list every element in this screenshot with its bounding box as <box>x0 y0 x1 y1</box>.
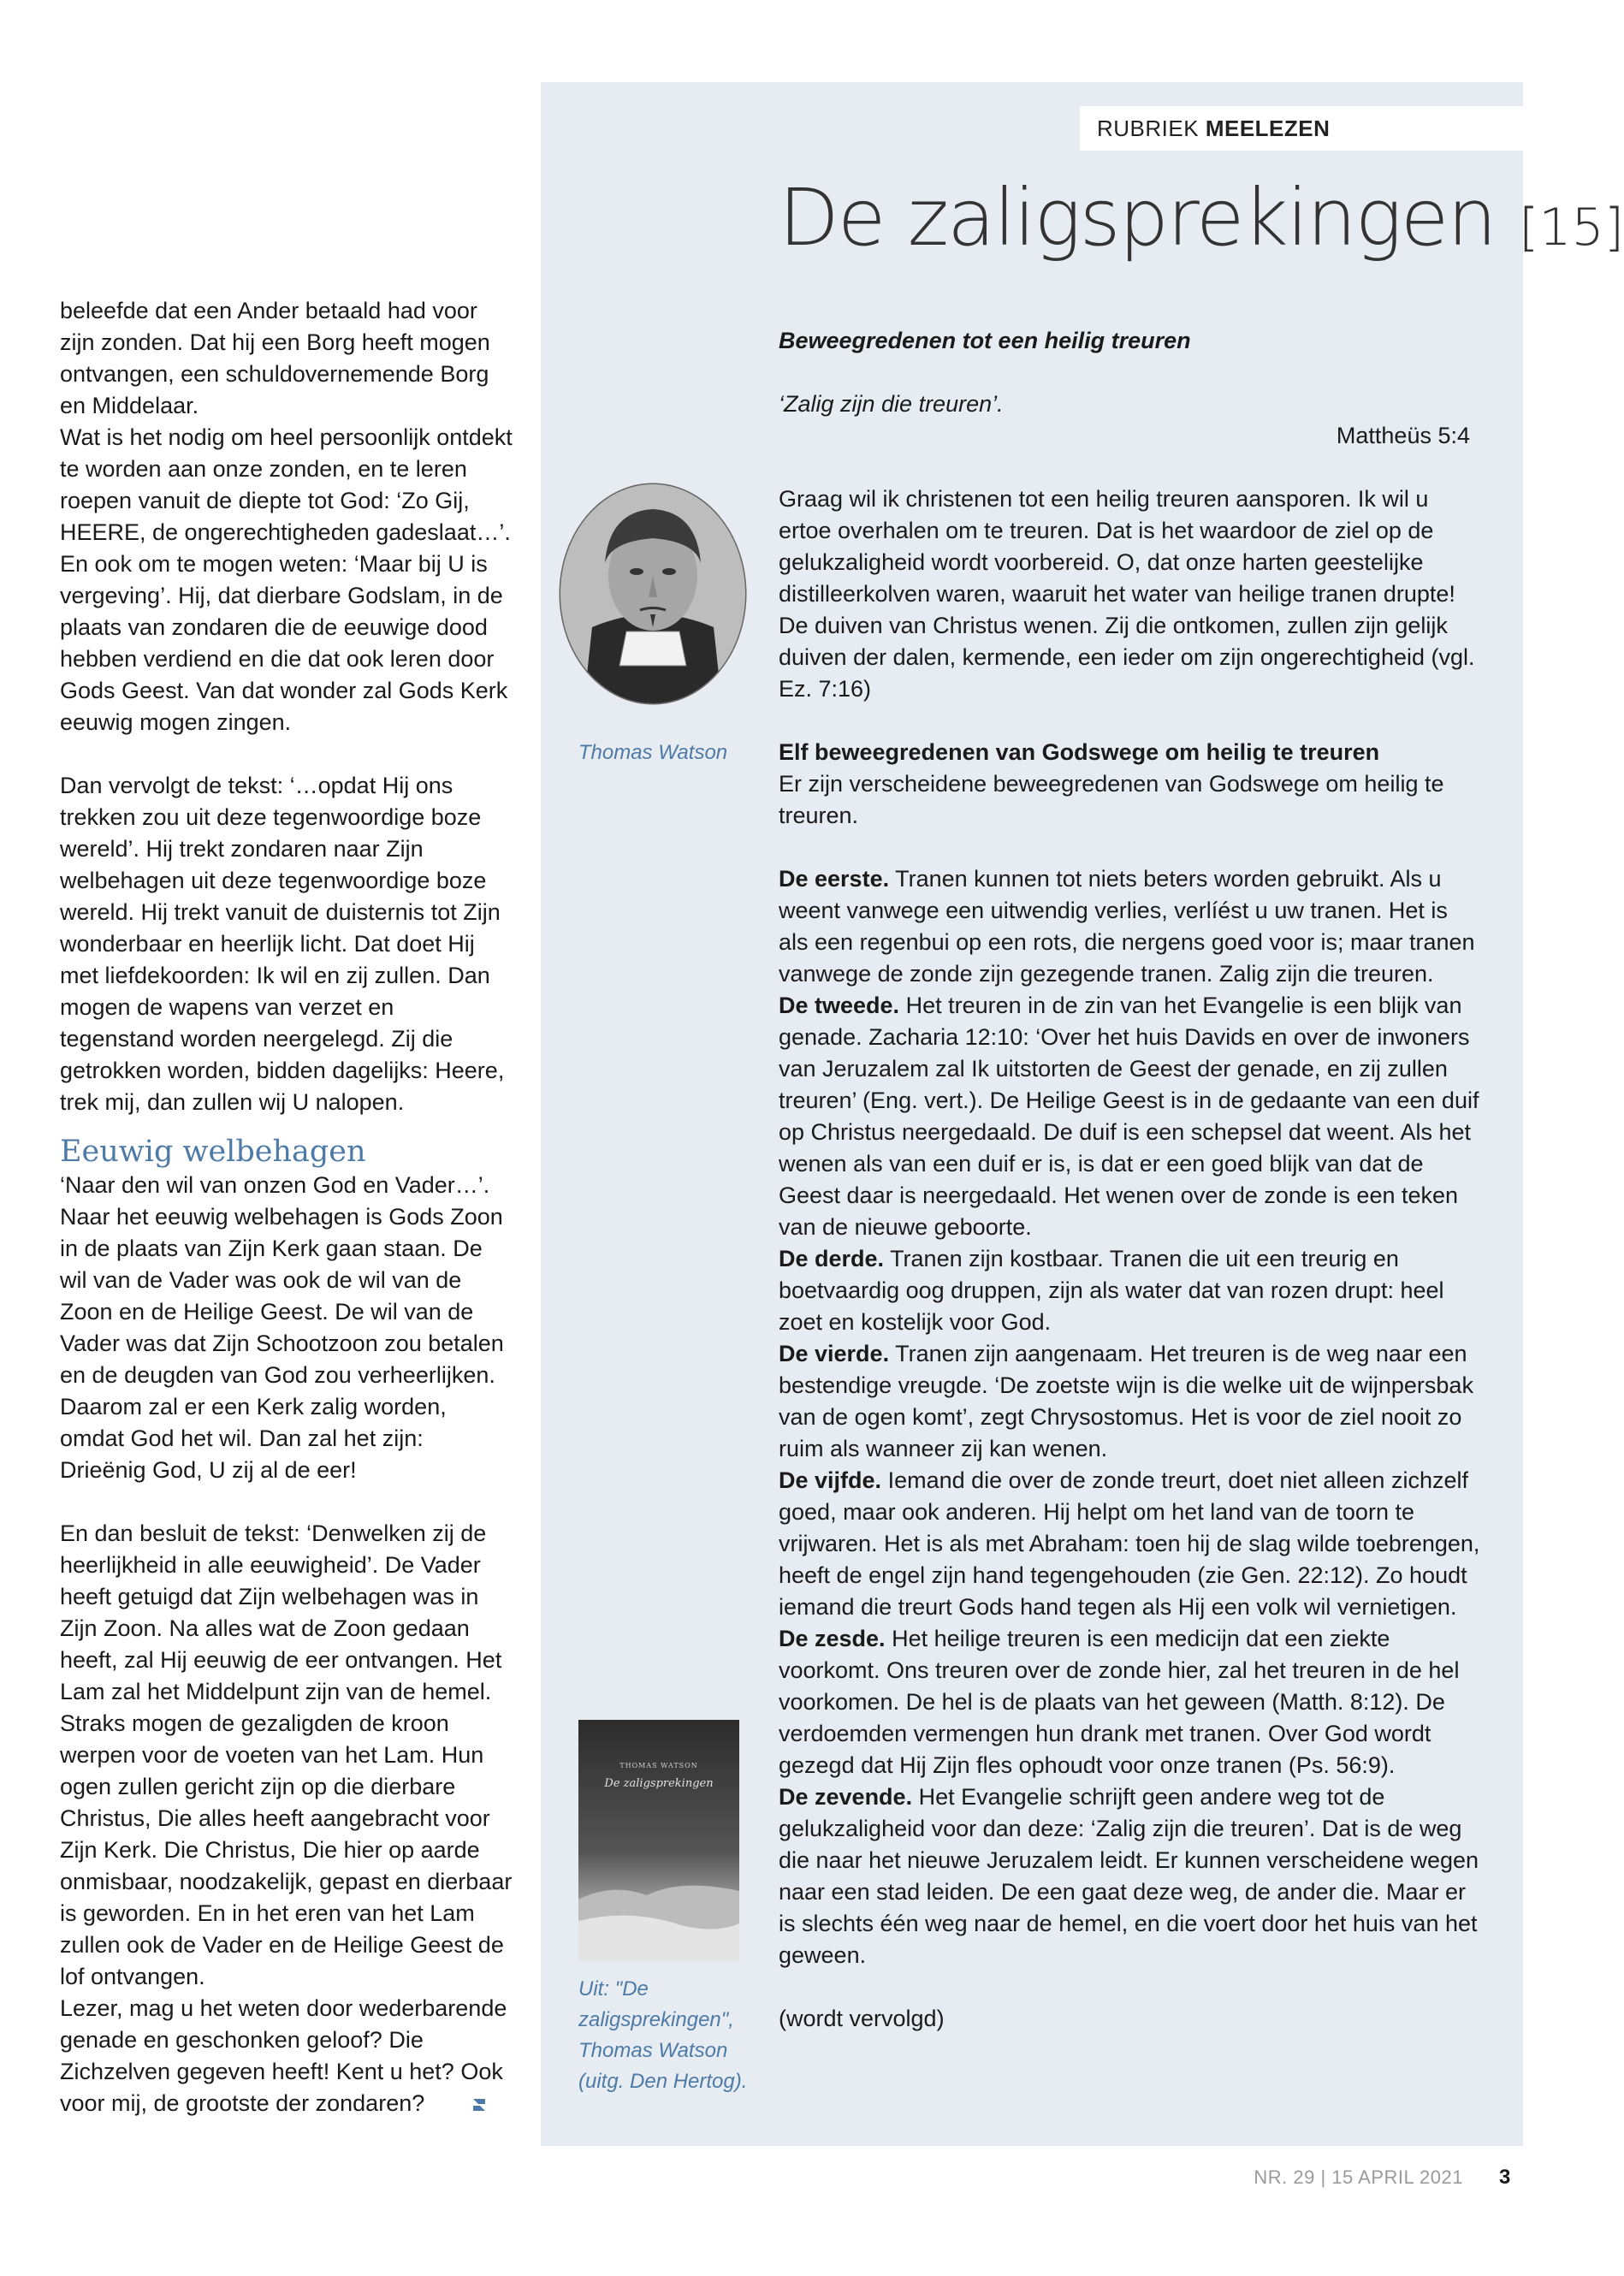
page-number: 3 <box>1499 2166 1511 2189</box>
article-subheading: Beweegredenen tot een heilig treuren <box>779 328 1191 353</box>
cover-author: THOMAS WATSON <box>619 1762 698 1769</box>
reason-text: Tranen zijn aangenaam. Het treuren is de weg naar een bestendige vreugde. ‘De zoetste wijn is die welke uit de wijnpersbak van de ogen komt’, zegt Chrysostomus. Het is voor de ziel nooit zo ruim als wanneer zij kan wenen. <box>779 1341 1473 1461</box>
paragraph: Wat is het nodig om heel persoonlijk ontdekt te worden aan onze zonden, en te leren roepen vanuit de diepte tot God: ‘Zo Gij, HEERE, de ongerechtigheden gadeslaat…’. En ook om te mogen weten: ‘Maar bij U is vergeving’. Hij, dat dierbare Godslam, in de plaats van zondaren die de eeuwige dood hebben verdiend en die dat ook leren door Gods Geest. Van dat wonder zal Gods Kerk eeuwig mogen zingen. <box>60 424 513 735</box>
book-cover-image <box>578 1720 739 1961</box>
reason-label: De derde. <box>779 1246 885 1271</box>
rubric-label <box>1080 106 1523 151</box>
reason-label: De vierde. <box>779 1341 890 1366</box>
section-heading: Elf beweegredenen van Godswege om heilig te treuren <box>779 739 1380 765</box>
paragraph <box>60 1993 513 2119</box>
reason-text: Het Evangelie schrijft geen andere weg tot de gelukzaligheid voor dan deze: ‘Zalig zijn die treuren’. Dat is de weg die naar het nieuwe Jeruzalem leidt. Er kunnen verscheidene wegen naar een stad leiden. De een gaat deze weg, de ander die. Maar er is slechts één weg naar de hemel, en die voert door het huis van het geween. <box>779 1784 1479 1968</box>
end-mark-icon <box>471 2096 488 2113</box>
reason-label: De vijfde. <box>779 1467 882 1493</box>
paragraph: Dan vervolgt de tekst: ‘…opdat Hij ons trekken zou uit deze tegenwoordige boze wereld’. Hij trekt zondaren naar Zijn welbehagen uit deze tegenwoordige boze wereld. Hij trekt vanuit de duisternis tot Zijn wonderbaar en heerlijk licht. Dat doet Hij met liefdekoorden: Ik wil en zij zullen. Dan mogen de wapens van verzet en tegenstand worden neergelegd. Zij die getrokken worden, bidden dagelijks: Heere, trek mij, dan zullen wij U nalopen. <box>60 773 505 1115</box>
reason-label: De eerste. <box>779 866 890 892</box>
closing-text: Lezer, mag u het weten door wederbarende genade en geschonken geloof? Die Zichzelven gegeven heeft! Kent u het? Ook voor mij, de grootste der zondaren? <box>60 1995 507 2116</box>
rubric-name: MEELEZEN <box>1205 116 1331 141</box>
portrait-thomas-watson <box>558 482 748 706</box>
paragraph: Er zijn verscheidene beweegredenen van Godswege om heilig te treuren. <box>779 771 1444 828</box>
reason-label: De zevende. <box>779 1784 913 1810</box>
cover-title: De zaligsprekingen <box>604 1777 714 1790</box>
reason-item <box>779 1781 1480 1971</box>
title-number: [15] <box>1518 198 1624 258</box>
portrait-caption: Thomas Watson <box>578 741 728 764</box>
reason-label: De zesde. <box>779 1626 886 1651</box>
page-title <box>779 171 1624 275</box>
reason-text: Het heilige treuren is een medicijn dat een ziekte voorkomt. Ons treuren over de zonde hier, zal het treuren in de hel voorkomen. De hel is de plaats van het geween (Matth. 8:12). De verdoemden vermengen hun drank met tranen. Over God wordt gezegd dat Hij Zijn fles ophoudt voor onze tranen (Ps. 56:9). <box>779 1626 1460 1778</box>
reason-item <box>779 990 1480 1243</box>
reason-text: Tranen zijn kostbaar. Tranen die uit een treurig en boetvaardig oog druppen, zijn als water dat van rozen drupt: heel zoet en kostelijk voor God. <box>779 1246 1444 1335</box>
paragraph: En dan besluit de tekst: ‘Denwelken zij de heerlijkheid in alle eeuwigheid’. De Vader heeft getuigd dat Zijn welbehagen was in Zijn Zoon. Na alles wat de Zoon gedaan heeft, zal Hij eeuwig de eer ontvangen. Het Lam zal het Middelpunt zijn van de hemel. Straks mogen de gezaligden de kroon werpen voor de voeten van het Lam. Hun ogen zullen gericht zijn op die dierbare Christus, Die alles heeft aangebracht voor Zijn Kerk. Die Christus, Die hier op aarde onmisbaar, noodzakelijk, gepast en dierbaar is geworden. En in het eren van het Lam zullen ook de Vader en de Heilige Geest de lof ontvangen. <box>60 1520 513 1989</box>
reason-text: Tranen kunnen tot niets beters worden gebruikt. Als u weent vanwege een uitwendig verlies, verlíést u uw tranen. Het is als een regenbui op een rots, die nergens goed voor is; maar tranen vanwege de zonde zijn gezegende tranen. Zalig zijn die treuren. <box>779 866 1475 987</box>
paragraph: beleefde dat een Ander betaald had voor zijn zonden. Dat hij een Borg heeft mogen ontvangen, een schuldovernemende Borg en Middelaar. <box>60 298 490 418</box>
right-column <box>779 325 1480 2035</box>
reason-item <box>779 1243 1480 1338</box>
title-text: De zaligsprekingen <box>779 172 1496 264</box>
left-column <box>60 295 513 2119</box>
issue-info: NR. 29 | 15 APRIL 2021 <box>1254 2166 1463 2188</box>
reason-item <box>779 1465 1480 1623</box>
book-caption: Uit: "De zaligsprekingen", Thomas Watson (uitg. Den Hertog). <box>578 1977 748 2093</box>
reason-text: Het treuren in de zin van het Evangelie is een blijk van genade. Zacharia 12:10: ‘Over het huis Davids en over de inwoners van Jeruzalem zal Ik uitstorten de Geest der genade, en zij zullen treuren’ (Eng. vert.). De Heilige Geest is in de gedaante van een duif op Christus neergedaald. De duif is een schepsel dat weent. Als het wenen als van een duif er is, is dat er een goed blijk van dat de Geest daar is neergedaald. Het wenen over de zonde is een teken van de nieuwe geboorte. <box>779 993 1479 1240</box>
paragraph: ‘Naar den wil van onzen God en Vader…’. Naar het eeuwig welbehagen is Gods Zoon in de plaats van Zijn Kerk gaan staan. De wil van de Vader was ook de wil van de Zoon en de Heilige Geest. De wil van de Vader was dat Zijn Schootzoon zou betalen en de deugden van God zou verheerlijken. Daarom zal er een Kerk zalig worden, omdat God het wil. Dan zal het zijn: Drieënig God, U zij al de eer! <box>60 1172 504 1483</box>
bible-quote: ‘Zalig zijn die treuren’. <box>779 391 1004 417</box>
reason-text: Iemand die over de zonde treurt, doet niet alleen zichzelf goed, maar ook anderen. Hij helpt om het land van de toorn te vrijwaren. Het is als met Abraham: toen hij de slag wilde toebrengen, heeft de engel zijn hand tegengehouden (zie Gen. 22:12). Zo houdt iemand die treurt Gods hand tegen als Hij een volk wil vernietigen. <box>779 1467 1480 1620</box>
reason-label: De tweede. <box>779 993 900 1018</box>
bible-reference: Mattheüs 5:4 <box>1336 423 1470 448</box>
intro-paragraph: Graag wil ik christenen tot een heilig treuren aansporen. Ik wil u ertoe overhalen om te treuren. Dat is het waardoor de ziel op de gelukzaligheid wordt voorbereid. O, dat onze harten geestelijke distilleerkolven waren, waaruit het water van heilige tranen drupte! De duiven van Christus wenen. Zij die ontkomen, zullen zijn gelijk duiven der dalen, kermende, een ieder om zijn ongerechtigheid (vgl. Ez. 7:16) <box>779 486 1475 702</box>
to-be-continued: (wordt vervolgd) <box>779 2006 945 2031</box>
section-heading: Eeuwig welbehagen <box>60 1135 366 1169</box>
reason-item <box>779 1338 1480 1465</box>
reason-item <box>779 1623 1480 1781</box>
reason-item <box>779 863 1480 990</box>
rubric-prefix: RUBRIEK <box>1097 116 1200 141</box>
